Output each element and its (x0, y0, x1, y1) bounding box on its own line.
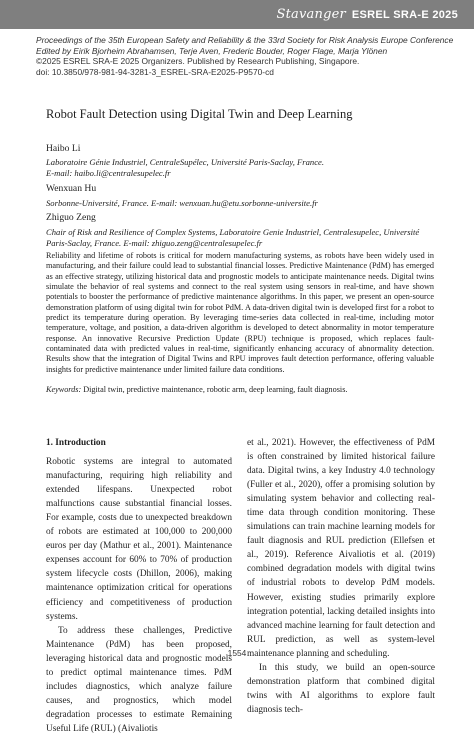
affiliation-line: Laboratoire Génie Industriel, CentraleSupélec, Université Paris-Saclay, France. (46, 157, 324, 167)
affiliation-line: Sorbonne-Université, France. E-mail: wenxuan.hu@etu.sorbonne-universite.fr (46, 198, 318, 208)
paragraph: et al., 2021). However, the effectiveness of PdM is often constrained by limited historical failure data. Digital twins, a key Industry 4.0 technology (Fuller et al., 2020), offer a promising solution by simulating system behavior and collecting real-time data through condition monitoring. These simulations can train machine learning models for fault diagnosis and RUL prediction (Ellefsen et al., 2019). Reference Aivaliotis et al. (2019) combined degradation models with digital twins of industrial robots to develop PdM models. However, existing studies primarily explore integration potential, lacking detailed insights into advanced machine learning for fault detection and RUL prediction, as well as system-level maintenance planning and scheduling. (247, 438, 435, 659)
keywords (46, 385, 434, 395)
author-email: E-mail: haibo.li@centralesupelec.fr (46, 168, 171, 178)
proceedings-info (36, 35, 456, 77)
conference-banner (0, 0, 474, 29)
author-name: Haibo Li (46, 143, 81, 154)
section-heading: 1. Introduction (46, 438, 106, 448)
paragraph: To address these challenges, Predictive Maintenance (PdM) has been proposed, leveraging historical data and prognostic models to predict optimal maintenance times. PdM includes diagnostics, which analyze failure causes, and prognostics, which model degradation processes to estimate Remaining Useful Life (RUL) (Aivaliotis (46, 625, 232, 734)
author-affiliation (46, 157, 446, 179)
doi-line: doi: 10.3850/978-981-94-3281-3_ESREL-SRA-E2025-P9570-cd (36, 66, 274, 77)
brand-script-logo: Stavanger (276, 7, 346, 22)
paragraph: In this study, we build an open-source demonstration platform that combined digital twins with AI algorithms to explore fault diagnosis tech- (247, 662, 435, 715)
author-email: Paris-Saclay, France. E-mail: zhiguo.zeng@centralesupelec.fr (46, 238, 263, 248)
page-number: 1554 (227, 648, 247, 658)
keywords-label: Keywords: (46, 385, 82, 394)
author-affiliation (46, 198, 446, 209)
paper-title: Robot Fault Detection using Digital Twin and Deep Learning (46, 107, 353, 121)
right-column (247, 436, 435, 717)
conference-name: ESREL SRA-E 2025 (351, 8, 458, 21)
paragraph: Robotic systems are integral to automated manufacturing, requiring high reliability and extended lifespans. Unexpected robot malfunctions cause substantial financial losses. For example, costs due to unexpected breakdown of robots are estimated at 100,000 to 200,000 euros per day (Mathur et al., 2001). Maintenance expenses account for 60% to 70% of production system lifecycle costs (Dhillon, 2006), making maintenance optimization critical for operations efficiency and competitiveness of production systems. (46, 457, 232, 622)
left-column (46, 436, 232, 736)
editors-line: Edited by Eirik Bjorheim Abrahamsen, Terje Aven, Frederic Bouder, Roger Flage, Marja Ylönen (36, 45, 388, 56)
abstract: Reliability and lifetime of robots is critical for modern manufacturing systems, as robots have been widely used in manufacturing, and their failure could lead to substantial financial losses. Predictive Maintenance (PdM) has emerged as an effective strategy, utilizing historical data and prognostic models to anticipate maintenance needs. Digital twins simulate the behavior of real systems and connect to the real system using sensors in real-time, and have shown potentials to booster the performance of predictive maintenance algorithms. In this paper, we present an open-source demonstration platform of using digital twin for robot PdM. A data-driven digital twin is developed first for a robot to predict its temperature during operation. By leveraging time-series data collected in real-time, including motor temperature, voltage, and position, a data-driven algorithm is developed to detect abnormality in motor temperature response. An innovative Recursive Prediction Update (RPU) technique is proposed, which replaces fault-contaminated data with predicted values in real-time, significantly enhancing accuracy of abnormality detection. Results show that the integration of Digital Twins and RPU improves fault detection performance, offering valuable insights for predictive maintenance under limited failure data conditions. (46, 251, 434, 374)
affiliation-line: Chair of Risk and Resilience of Complex Systems, Laboratoire Genie Industriel, Centralesupelec, Université (46, 227, 420, 237)
author-name: Zhiguo Zeng (46, 212, 96, 223)
author-affiliation (46, 227, 446, 249)
proceedings-line: Proceedings of the 35th European Safety and Reliability & the 33rd Society for Risk Analysis Europe Conference (36, 35, 454, 45)
author-name: Wenxuan Hu (46, 183, 97, 194)
keywords-text: Digital twin, predictive maintenance, robotic arm, deep learning, fault diagnosis. (81, 385, 348, 394)
copyright-line: ©2025 ESREL SRA-E 2025 Organizers. Published by Research Publishing, Singapore. (36, 56, 360, 67)
